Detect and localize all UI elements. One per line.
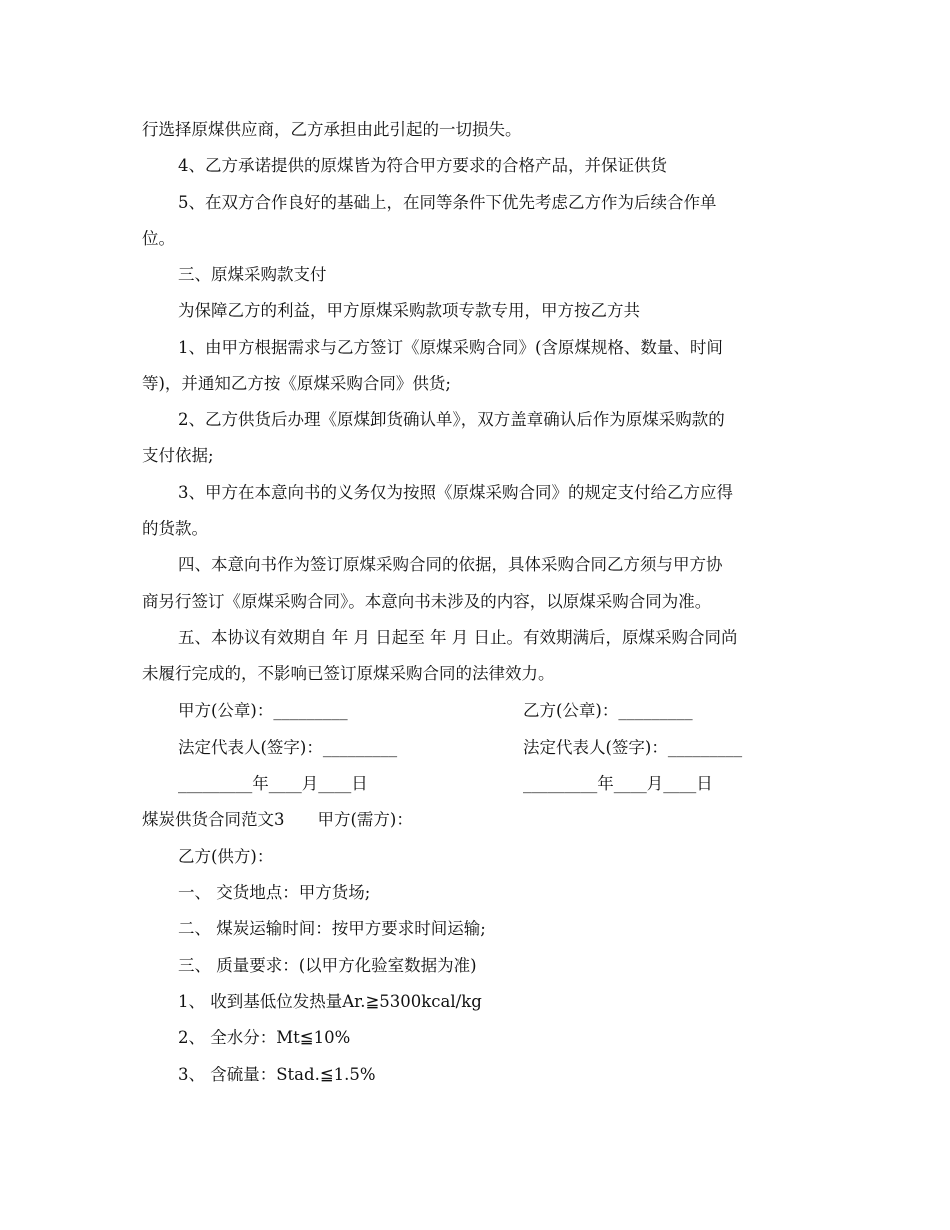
party-b-representative: 法定代表人(签字)：_________ [523,738,743,757]
quality-spec: 2、 全水分：Mt≦10% [178,1028,351,1047]
body-line: 1、由甲方根据需求与乙方签订《原煤采购合同》(含原煤规格、数量、时间 [178,338,723,357]
body-line: 3、甲方在本意向书的义务仅为按照《原煤采购合同》的规定支付给乙方应得 [178,483,733,502]
body-line: 五、本协议有效期自 年 月 日起至 年 月 日止。有效期满后，原煤采购合同尚 [178,628,738,647]
body-line: 2、乙方供货后办理《原煤卸货确认单》，双方盖章确认后作为原煤采购款的 [178,410,725,429]
body-line: 5、在双方合作良好的基础上，在同等条件下优先考虑乙方作为后续合作单 [178,193,717,212]
party-b-seal: 乙方(公章)：_________ [523,701,693,720]
party-b-date: _________年____月____日 [523,774,713,793]
body-line: 行选择原煤供应商，乙方承担由此引起的一切损失。 [142,120,522,139]
contract-party-b: 乙方(供方)： [178,847,274,866]
body-line: 等)，并通知乙方按《原煤采购合同》供货; [142,374,451,393]
body-line: 位。 [142,229,175,248]
quality-spec: 3、 含硫量：Stad.≦1.5% [178,1065,376,1084]
body-line: 四、本意向书作为签订原煤采购合同的依据，具体采购合同乙方须与甲方协 [178,555,723,574]
party-a-date: _________年____月____日 [178,774,368,793]
party-a-representative: 法定代表人(签字)：_________ [178,738,398,757]
quality-spec: 1、 收到基低位发热量Ar.≧5300kcal/kg [178,992,482,1011]
contract-item: 一、 交货地点：甲方货场; [178,883,371,902]
body-line: 未履行完成的，不影响已签订原煤采购合同的法律效力。 [142,664,555,683]
party-a-seal: 甲方(公章)：_________ [178,701,348,720]
body-line: 为保障乙方的利益，甲方原煤采购款项专款专用，甲方按乙方共 [178,301,640,320]
contract-item: 三、 质量要求：(以甲方化验室数据为准) [178,956,477,975]
contract-item: 二、 煤炭运输时间：按甲方要求时间运输; [178,919,486,938]
body-line: 商另行签订《原煤采购合同》。本意向书未涉及的内容，以原煤采购合同为准。 [142,592,712,611]
section-heading: 三、原煤采购款支付 [178,265,327,284]
body-line: 支付依据; [142,446,214,465]
body-line: 4、乙方承诺提供的原煤皆为符合甲方要求的合格产品，并保证供货 [178,156,667,175]
body-line: 的货款。 [142,519,208,538]
contract-title-line: 煤炭供货合同范文3 甲方(需方)： [142,810,413,829]
